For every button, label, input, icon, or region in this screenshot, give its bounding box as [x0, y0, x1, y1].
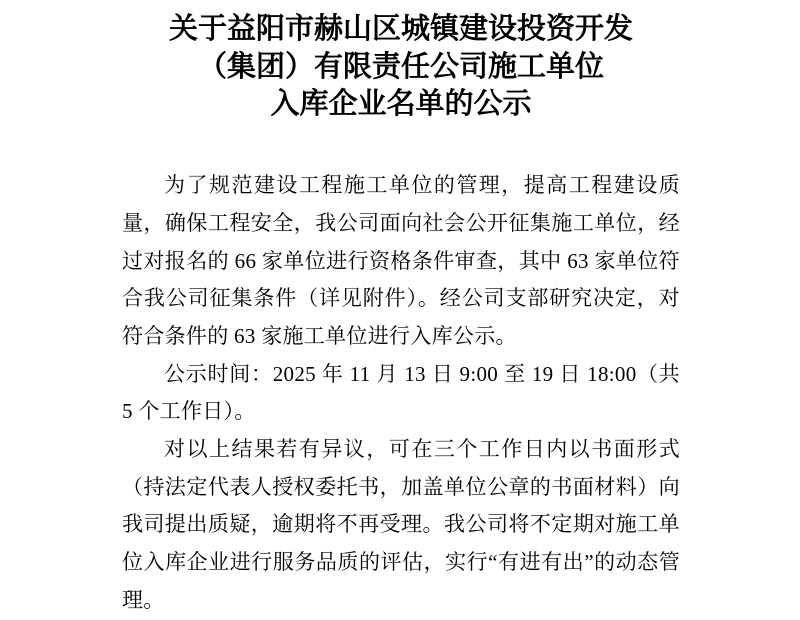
title-line-3: 入库企业名单的公示: [270, 88, 532, 121]
paragraph-intro: 为了规范建设工程施工单位的管理，提高工程建设质量，确保工程安全，我公司面向社会公开征集施工单位，经过对报名的 66 家单位进行资格条件审查，其中 63 家单位符合我公司征集条件（详见附件）。经公司支部研究决定，对符合条件的 63 家施工单位进行入库公示。: [122, 173, 680, 348]
document-body: [122, 167, 680, 619]
title-line-2: （集团）有限责任公司施工单位: [197, 50, 604, 83]
title-line-1: 关于益阳市赫山区城镇建设投资开发: [168, 13, 633, 45]
document-title: [122, 11, 680, 124]
paragraph-objection-procedure: 对以上结果若有异议，可在三个工作日内以书面形式（持法定代表人授权委托书，加盖单位公章的书面材料）向我司提出质疑，逾期将不再受理。我公司将不定期对施工单位入库企业进行服务品质的评估，实行“有进有出”的动态管理。: [122, 437, 680, 612]
paragraph-publicity-period: 公示时间：2025 年 11 月 13 日 9:00 至 19 日 18:00（共 5 个工作日）。: [122, 361, 680, 424]
